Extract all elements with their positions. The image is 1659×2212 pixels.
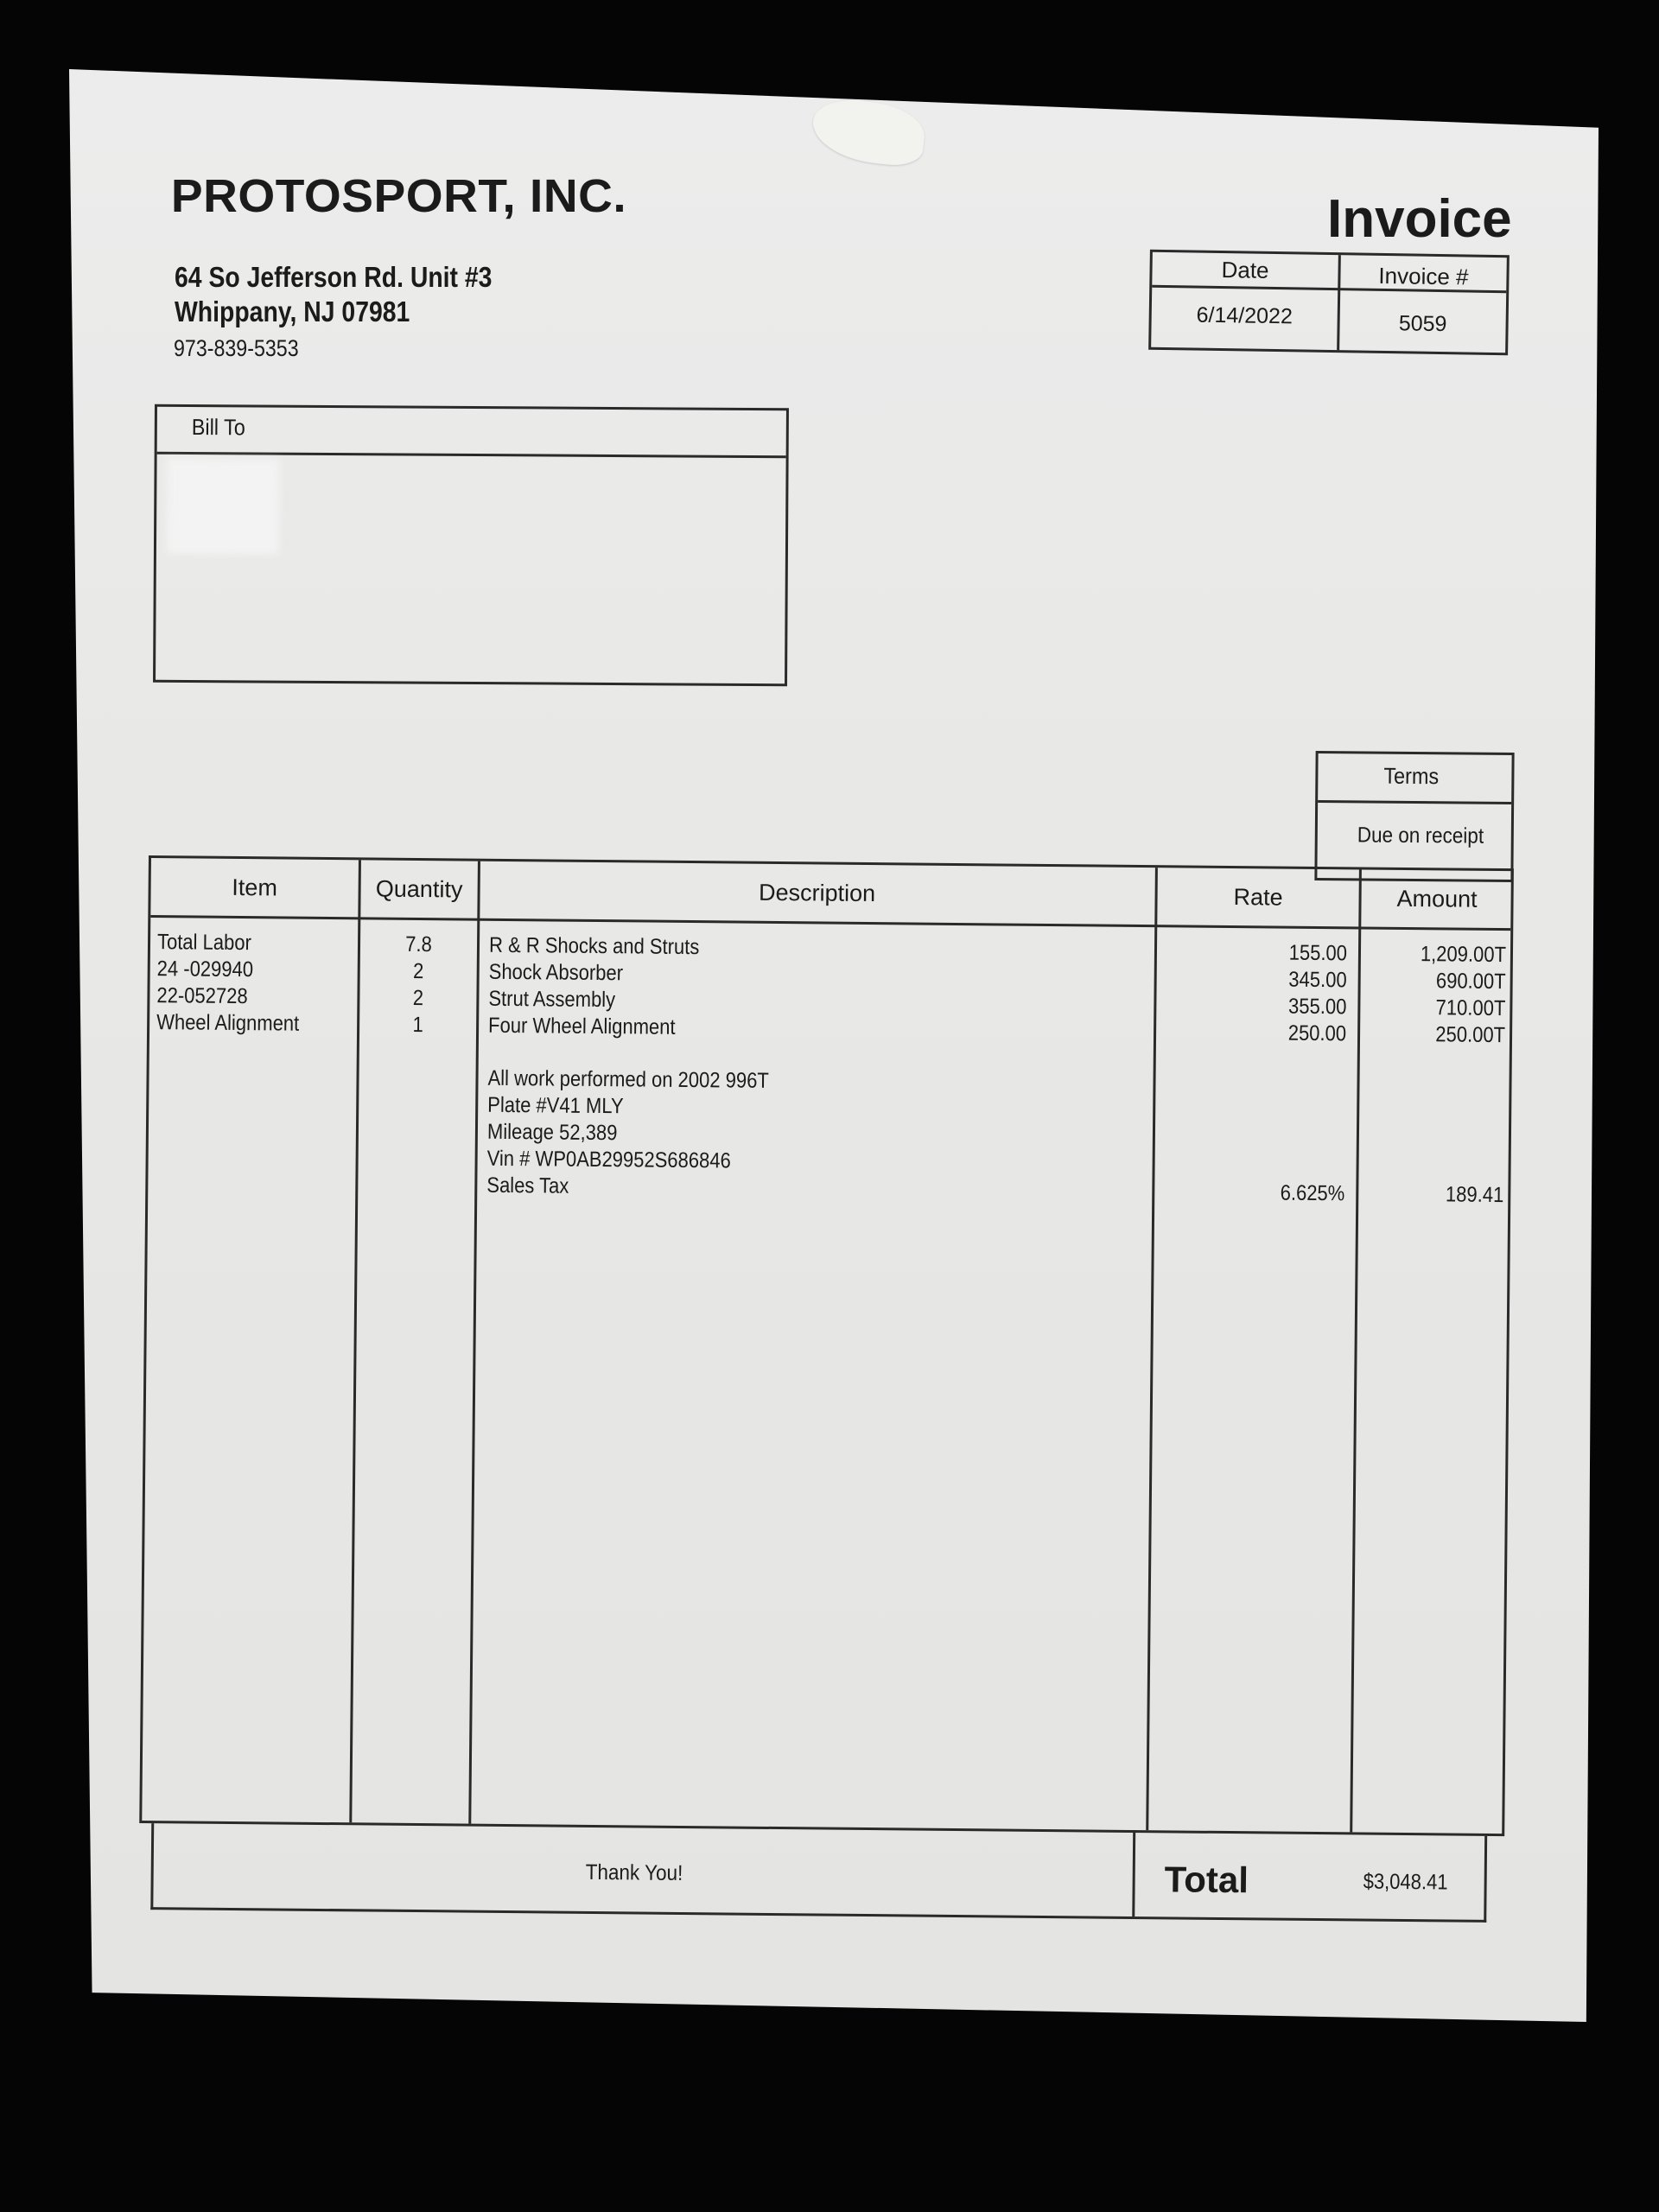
totals-footer [150, 1823, 1487, 1923]
divider [1132, 1830, 1135, 1916]
date-label: Date [1221, 257, 1269, 283]
company-address-line1: 64 So Jefferson Rd. Unit #3 [175, 261, 493, 293]
header-description: Description [758, 879, 876, 907]
row-description: Four Wheel Alignment [487, 1013, 676, 1039]
table-frame [139, 855, 1514, 1836]
column-divider [468, 861, 480, 1824]
row-rate: 355.00 [1287, 994, 1347, 1020]
row-quantity: 2 [412, 985, 424, 1011]
row-description: Strut Assembly [488, 986, 616, 1013]
company-address-line2: Whippany, NJ 07981 [175, 296, 410, 327]
tax-amount: 189.41 [1445, 1182, 1504, 1208]
row-quantity: 1 [412, 1012, 423, 1038]
tax-description: Sales Tax [486, 1173, 569, 1198]
total-label: Total [1164, 1859, 1249, 1901]
terms-label: Terms [1383, 762, 1440, 790]
company-phone: 973-839-5353 [174, 335, 299, 361]
row-item: 22-052728 [156, 983, 248, 1009]
bill-to-box [153, 404, 789, 686]
terms-value: Due on receipt [1357, 823, 1484, 849]
invoice-date: 6/14/2022 [1196, 302, 1294, 329]
row-item: 24 -029940 [156, 957, 254, 982]
terms-box [1314, 751, 1514, 882]
row-amount: 250.00T [1435, 1022, 1506, 1048]
vehicle-note: All work performed on 2002 996T [487, 1065, 769, 1093]
row-amount: 690.00T [1435, 969, 1506, 995]
row-description: R & R Shocks and Struts [488, 932, 700, 960]
row-description: Shock Absorber [488, 959, 624, 986]
row-quantity: 7.8 [405, 931, 432, 957]
redacted-address [167, 459, 280, 555]
divider [157, 452, 786, 458]
column-divider [1350, 869, 1362, 1832]
invoice-number: 5059 [1398, 311, 1447, 337]
bill-to-label: Bill To [191, 414, 245, 441]
thank-you-note: Thank You! [585, 1859, 683, 1885]
column-divider [1146, 868, 1158, 1830]
invoice-number-label: Invoice # [1378, 262, 1469, 290]
divider [1318, 800, 1511, 804]
tax-rate: 6.625% [1280, 1180, 1345, 1206]
line-items-table [138, 855, 1514, 1923]
row-amount: 710.00T [1435, 995, 1506, 1021]
row-rate: 155.00 [1288, 940, 1348, 966]
row-item: Wheel Alignment [156, 1010, 300, 1036]
header-amount: Amount [1396, 885, 1478, 912]
company-name: PROTOSPORT, INC. [170, 170, 627, 222]
header-item: Item [232, 874, 278, 901]
row-item: Total Labor [156, 930, 252, 956]
row-rate: 250.00 [1287, 1020, 1347, 1046]
row-rate: 345.00 [1288, 967, 1347, 993]
total-value: $3,048.41 [1363, 1869, 1448, 1895]
date-invoice-box [1148, 250, 1510, 356]
header-quantity: Quantity [375, 875, 463, 903]
document-title: Invoice [1327, 189, 1512, 249]
row-quantity: 2 [412, 958, 424, 984]
header-divider [150, 915, 1510, 931]
header-rate: Rate [1233, 884, 1283, 911]
vehicle-note: Plate #V41 MLY [487, 1092, 624, 1119]
row-amount: 1,209.00T [1420, 942, 1507, 968]
column-divider [349, 860, 361, 1822]
vehicle-note: Mileage 52,389 [486, 1119, 618, 1146]
vehicle-note: Vin # WP0AB29952S686846 [486, 1146, 731, 1173]
